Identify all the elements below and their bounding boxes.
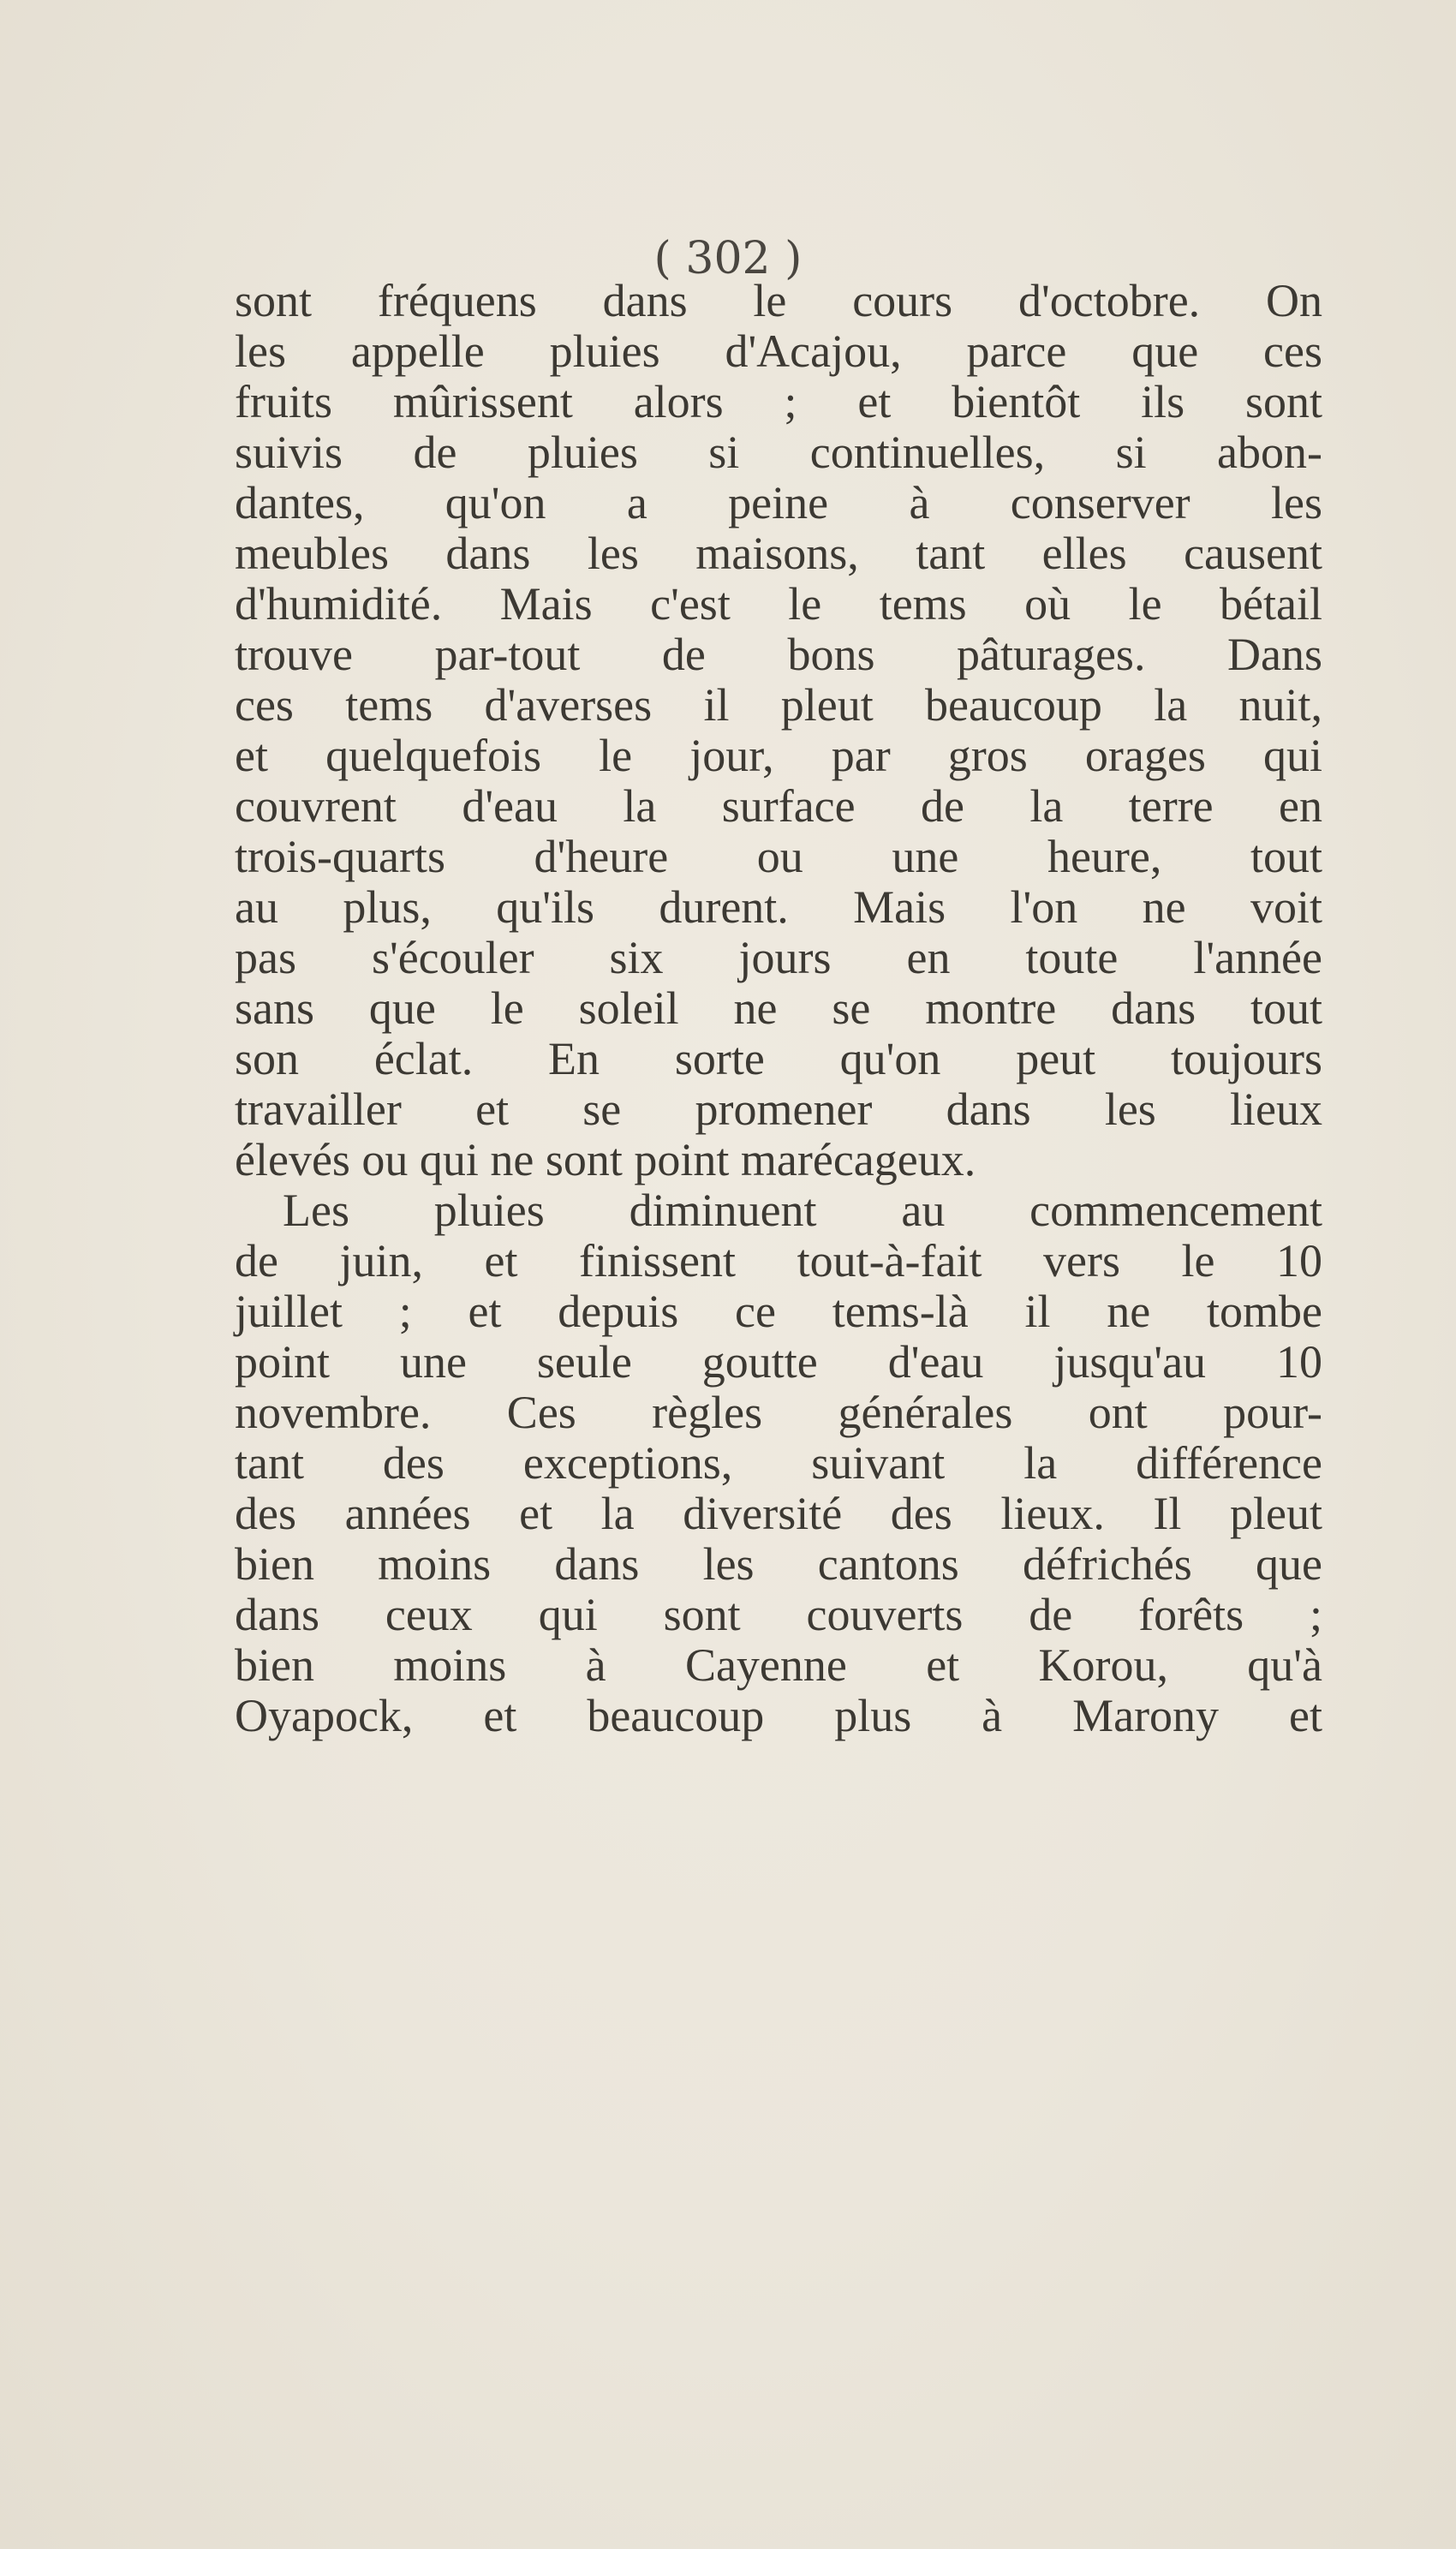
- text-line: dantes, qu'on a peine à conserver les: [235, 477, 1322, 528]
- text-line: d'humidité. Mais c'est le tems où le bétail: [235, 578, 1322, 630]
- text-line: novembre. Ces règles générales ont pour-: [235, 1387, 1322, 1438]
- text-line: couvrent d'eau la surface de la terre en: [235, 780, 1322, 832]
- text-line: Oyapock, et beaucoup plus à Marony et: [235, 1690, 1322, 1741]
- page-number: ( 302 ): [653, 233, 803, 284]
- text-line: élevés ou qui ne sont point marécageux.: [235, 1134, 976, 1185]
- text-line: sans que le soleil ne se montre dans tout: [235, 982, 1322, 1034]
- text-line: pas s'écouler six jours en toute l'année: [235, 932, 1322, 983]
- text-line: et quelquefois le jour, par gros orages qui: [235, 730, 1322, 781]
- text-line: de juin, et finissent tout-à-fait vers le 10: [235, 1235, 1322, 1286]
- text-line: point une seule goutte d'eau jusqu'au 10: [235, 1336, 1322, 1388]
- text-line: des années et la diversité des lieux. Il pleut: [235, 1488, 1322, 1539]
- text-line: suivis de pluies si continuelles, si abon-: [235, 427, 1322, 478]
- text-line: ces tems d'averses il pleut beaucoup la nuit,: [235, 679, 1322, 731]
- text-line: juillet ; et depuis ce tems-là il ne tombe: [235, 1286, 1322, 1337]
- text-line: dans ceux qui sont couverts de forêts ;: [235, 1589, 1322, 1640]
- text-line: les appelle pluies d'Acajou, parce que ces: [235, 325, 1322, 377]
- text-line: au plus, qu'ils durent. Mais l'on ne voit: [235, 881, 1322, 933]
- text-line: meubles dans les maisons, tant elles causent: [235, 528, 1322, 579]
- text-line: son éclat. En sorte qu'on peut toujours: [235, 1033, 1322, 1084]
- text-line: tant des exceptions, suivant la différence: [235, 1437, 1322, 1489]
- text-line: fruits mûrissent alors ; et bientôt ils sont: [235, 376, 1322, 427]
- text-line: trouve par-tout de bons pâturages. Dans: [235, 629, 1322, 680]
- text-line: bien moins à Cayenne et Korou, qu'à: [235, 1639, 1322, 1691]
- text-line: sont fréquens dans le cours d'octobre. On: [235, 275, 1322, 326]
- text-line: trois-quarts d'heure ou une heure, tout: [235, 831, 1322, 882]
- text-line: bien moins dans les cantons défrichés que: [235, 1538, 1322, 1590]
- paragraph-start-line: Les pluies diminuent au commencement: [283, 1185, 1322, 1236]
- body-text: [235, 276, 1322, 1741]
- text-line: travailler et se promener dans les lieux: [235, 1083, 1322, 1135]
